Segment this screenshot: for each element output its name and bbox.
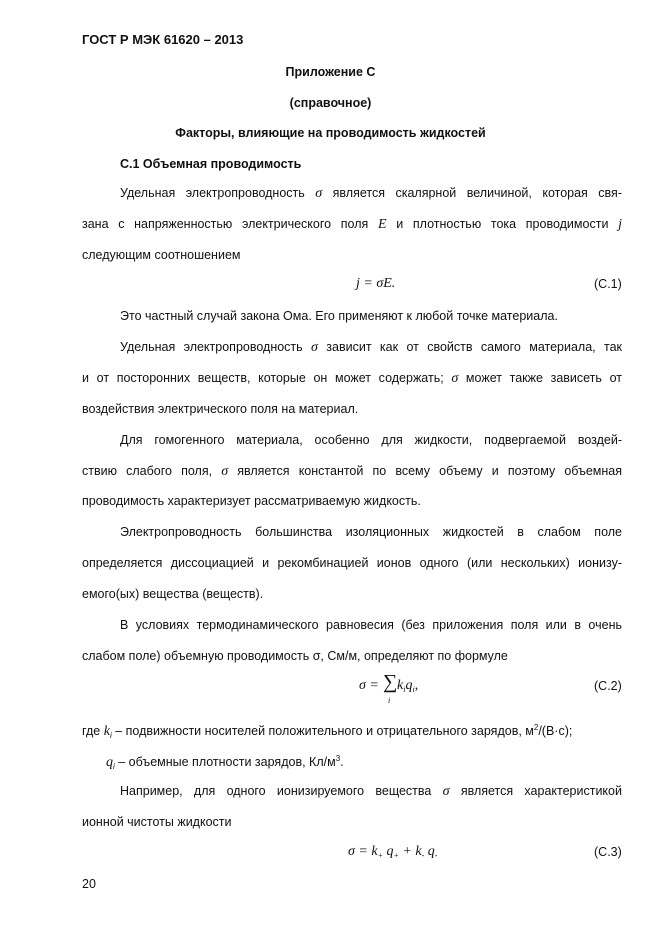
paragraph-line: Удельная электропроводность σ зависит как от свойств самого материала, так: [120, 340, 623, 355]
paragraph-line: и от посторонних веществ, которые он может содержать; σ может также зависеть от: [82, 371, 622, 386]
appendix-status: (справочное): [289, 96, 372, 110]
page-number: 20: [82, 877, 96, 891]
paragraph-line: следующим соотношением: [82, 248, 241, 262]
section-title: С.1 Объемная проводимость: [120, 157, 302, 171]
paragraph-line: Удельная электропроводность σ является скалярной величиной, которая свя-: [120, 186, 622, 201]
sum-symbol: ∑: [383, 671, 398, 693]
paragraph-line: В условиях термодинамического равновесия (без приложения поля или в очень: [120, 618, 622, 632]
paragraph-line: Для гомогенного материала, особенно для жидкости, подвергаемой воздей-: [120, 433, 622, 447]
appendix-heading: Факторы, влияющие на проводимость жидкостей: [175, 126, 486, 140]
paragraph-line: определяется диссоциацией и рекомбинацией ионов одного (или нескольких) ионизу-: [82, 556, 622, 570]
paragraph-line: ионной чистоты жидкости: [82, 815, 232, 829]
equation-number-c3: (С.3): [594, 845, 622, 859]
equation-number-c2: (С.2): [594, 679, 622, 693]
definition-q: $q_i$ – объемные плотности зарядов, $Кл/м^3$.: [106, 754, 344, 771]
appendix-title: Приложение С: [285, 65, 376, 79]
paragraph-line: воздействия электрического поля на материал.: [82, 402, 359, 416]
paragraph-line: слабом поле) объемную проводимость σ, См/м, определяют по формуле: [82, 649, 508, 663]
paragraph-line: Электропроводность большинства изоляционных жидкостей в слабом поле: [120, 525, 622, 539]
equation-c1: j = σE.: [356, 276, 396, 291]
paragraph-line: ствию слабого поля, σ является константой по всему объему и поэтому объемная: [82, 464, 623, 479]
paragraph-line: емого(ых) вещества (веществ).: [82, 587, 264, 601]
definition-k: где $k_i$ – подвижности носителей положительного и отрицательного зарядов, $м^2/(В\cdot с)$;: [82, 723, 573, 740]
paragraph-line: Например, для одного ионизируемого вещества σ является характеристикой: [120, 784, 622, 799]
equation-c3: $\sigma = k_+$ $q_+ + k_-$ $q_-$: [348, 844, 438, 860]
paragraph-line: зана с напряженностью электрического поля E и плотностью тока проводимости j: [82, 217, 622, 232]
paragraph-line: Это частный случай закона Ома. Его применяют к любой точке материала.: [120, 309, 558, 323]
document-header: ГОСТ Р МЭК 61620 – 2013: [82, 32, 244, 47]
equation-number-c1: (С.1): [594, 277, 622, 291]
paragraph-line: проводимость характеризует рассматриваемую жидкость.: [82, 494, 421, 508]
